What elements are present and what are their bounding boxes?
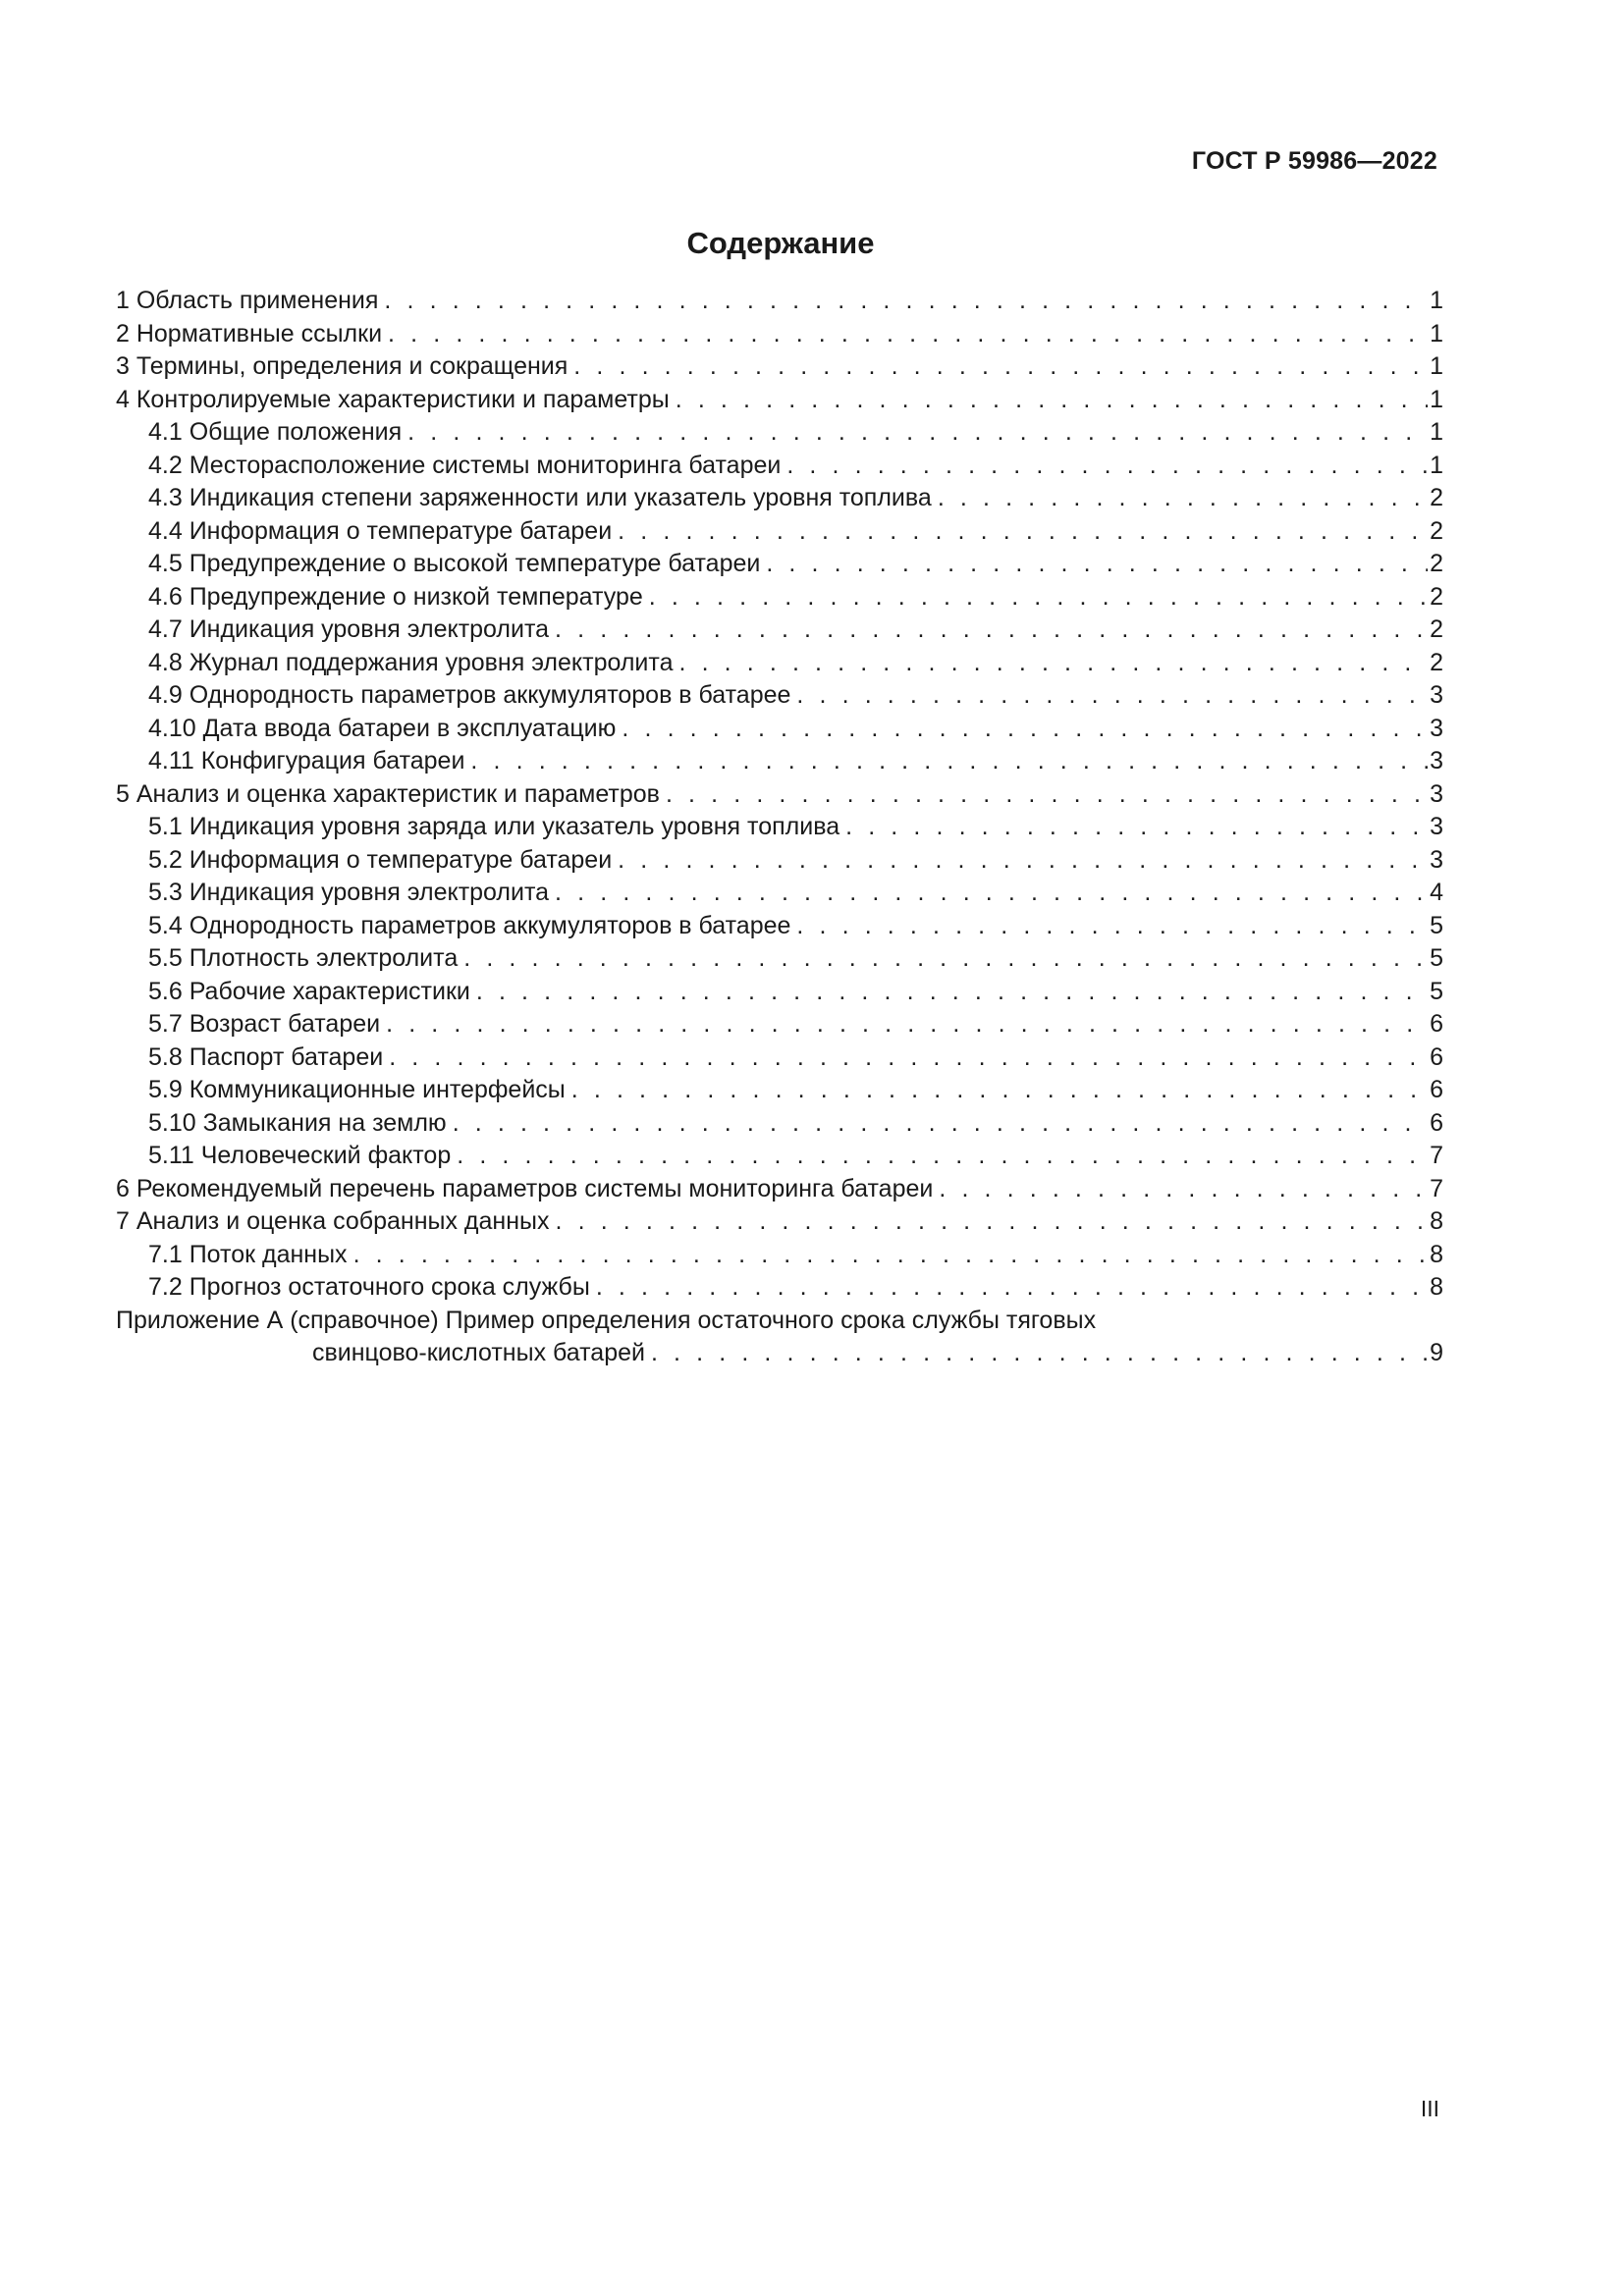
dot-leader: [555, 877, 1428, 910]
dot-leader: [388, 318, 1428, 351]
toc-entry-page: 2: [1430, 648, 1443, 676]
toc-entry[interactable]: [116, 844, 1443, 878]
dot-leader: [453, 1107, 1428, 1141]
toc-entry-page: 1: [1430, 418, 1443, 446]
dot-leader: [470, 745, 1428, 778]
dot-leader: [556, 1205, 1429, 1239]
dot-leader: [649, 581, 1428, 614]
toc-entry-page: 6: [1430, 1042, 1443, 1071]
toc-entry-page: 1: [1430, 319, 1443, 347]
toc-entry-label: 4.8 Журнал поддержания уровня электролита: [148, 648, 674, 676]
dot-leader: [571, 1074, 1428, 1107]
toc-entry-label: 4.6 Предупреждение о низкой температуре: [148, 582, 643, 611]
toc-entry-label: 4.10 Дата ввода батареи в эксплуатацию: [148, 714, 617, 742]
toc-entry[interactable]: [116, 285, 1443, 318]
toc-entry-label: 4.5 Предупреждение о высокой температуре батареи: [148, 550, 761, 577]
dot-leader: [573, 350, 1428, 384]
toc-entry-page: 8: [1430, 1240, 1443, 1268]
toc-entry-label: 7.1 Поток данных: [148, 1240, 348, 1268]
toc-entry[interactable]: [116, 778, 1443, 812]
toc-entry[interactable]: [116, 1205, 1443, 1239]
toc-entry-label: 1 Область применения: [116, 287, 379, 314]
toc-entry-page: 5: [1430, 977, 1443, 1005]
dot-leader: [766, 548, 1428, 581]
dot-leader: [389, 1041, 1428, 1075]
toc-entry[interactable]: [116, 745, 1443, 778]
toc-entry-label: 4.4 Информация о температуре батареи: [148, 516, 613, 545]
toc-entry-page: 7: [1430, 1142, 1443, 1169]
dot-leader: [618, 844, 1428, 878]
toc-entry[interactable]: [116, 713, 1443, 746]
dot-leader: [651, 1337, 1428, 1370]
dot-leader: [622, 713, 1428, 746]
toc-entry-page: 3: [1430, 681, 1443, 709]
toc-entry-page: 8: [1430, 1273, 1443, 1301]
toc-entry[interactable]: [116, 416, 1443, 450]
toc-entry-label: 4.1 Общие положения: [148, 418, 403, 446]
toc-entry-page: 2: [1430, 582, 1443, 611]
dot-leader: [457, 1140, 1428, 1173]
toc-entry[interactable]: [116, 350, 1443, 384]
dot-leader: [353, 1239, 1429, 1272]
dot-leader: [618, 515, 1428, 549]
toc-entry-label: 5.11 Человеческий фактор: [148, 1142, 452, 1169]
toc-entry-page: 6: [1430, 1108, 1443, 1137]
toc-entry[interactable]: [116, 647, 1443, 680]
toc-entry[interactable]: [116, 942, 1443, 976]
toc-entry[interactable]: [116, 581, 1443, 614]
dot-leader: [796, 679, 1428, 713]
toc-entry-label: 4.3 Индикация степени заряженности или указатель уровня топлива: [148, 484, 932, 511]
toc-entry[interactable]: [116, 1239, 1443, 1272]
toc-entry-label: 4.7 Индикация уровня электролита: [148, 615, 550, 643]
dot-leader: [678, 647, 1428, 680]
toc-entry-label: 4 Контролируемые характеристики и параметры: [116, 385, 670, 413]
toc-entry-label: 5.3 Индикация уровня электролита: [148, 879, 550, 906]
toc-entry-page: 3: [1430, 714, 1443, 742]
dot-leader: [463, 942, 1428, 976]
toc-entry-label: 5.2 Информация о температуре батареи: [148, 845, 613, 874]
toc-entry-page: 2: [1430, 615, 1443, 643]
toc-entry-page: 4: [1430, 879, 1443, 906]
toc-entry-page: 7: [1430, 1174, 1443, 1202]
toc-entry[interactable]: [116, 1173, 1443, 1206]
toc-entry-label: 5.4 Однородность параметров аккумуляторов в батарее: [148, 911, 791, 939]
toc-entry[interactable]: [116, 910, 1443, 943]
toc-entry-label: 4.11 Конфигурация батареи: [148, 747, 465, 774]
dot-leader: [476, 976, 1428, 1009]
toc-entry-label: 2 Нормативные ссылки: [116, 319, 383, 347]
toc-entry-label: 5.6 Рабочие характеристики: [148, 977, 470, 1005]
dot-leader: [384, 285, 1428, 318]
dot-leader: [407, 416, 1428, 450]
toc-appendix-page: 9: [1430, 1339, 1443, 1366]
toc-entry-label: 5.8 Паспорт батареи: [148, 1042, 384, 1071]
toc-entry-page: 3: [1430, 845, 1443, 874]
toc-entry-page: 1: [1430, 287, 1443, 314]
dot-leader: [938, 482, 1428, 515]
toc-entry[interactable]: [116, 877, 1443, 910]
toc-entry[interactable]: [116, 384, 1443, 417]
toc-entry-label: 7 Анализ и оценка собранных данных: [116, 1207, 550, 1235]
toc-entry-page: 8: [1430, 1207, 1443, 1235]
dot-leader: [796, 910, 1428, 943]
toc-entry[interactable]: [116, 548, 1443, 581]
document-code: ГОСТ Р 59986—2022: [1191, 147, 1437, 175]
toc-entry-label: 6 Рекомендуемый перечень параметров системы мониторинга батареи: [116, 1174, 934, 1202]
toc-appendix-entry[interactable]: [116, 1337, 1443, 1370]
toc-appendix-line1[interactable]: Приложение А (справочное) Пример определения остаточного срока службы тяговых: [116, 1306, 1097, 1334]
page-number: III: [1420, 2096, 1439, 2121]
toc-entry[interactable]: [116, 450, 1443, 483]
toc-entry-label: 3 Термины, определения и сокращения: [116, 352, 568, 380]
dot-leader: [555, 614, 1428, 647]
toc-entry[interactable]: [116, 679, 1443, 713]
dot-leader: [845, 811, 1428, 844]
toc-entry-label: 5.10 Замыкания на землю: [148, 1108, 447, 1137]
dot-leader: [786, 450, 1428, 483]
toc-entry[interactable]: [116, 1271, 1443, 1305]
toc-entry[interactable]: [116, 318, 1443, 351]
toc-entry-label: 5.9 Коммуникационные интерфейсы: [148, 1076, 566, 1103]
toc-entry-label: 4.2 Месторасположение системы мониторинга батареи: [148, 451, 782, 479]
toc-entry-page: 5: [1430, 944, 1443, 972]
toc-entry-page: 3: [1430, 747, 1443, 774]
toc-entry-page: 2: [1430, 550, 1443, 577]
toc-entry[interactable]: [116, 1140, 1443, 1173]
toc-title: Содержание: [686, 226, 875, 260]
toc-entry-page: 1: [1430, 385, 1443, 413]
toc-entry-label: 5.7 Возраст батареи: [148, 1010, 381, 1038]
toc-entry-label: 4.9 Однородность параметров аккумуляторов в батарее: [148, 681, 791, 709]
table-of-contents: [116, 285, 1443, 1370]
dot-leader: [596, 1271, 1428, 1305]
toc-entry[interactable]: [116, 1008, 1443, 1041]
toc-entry-page: 5: [1430, 911, 1443, 939]
toc-entry[interactable]: [116, 1107, 1443, 1141]
toc-entry-label: 7.2 Прогноз остаточного срока службы: [148, 1273, 590, 1301]
toc-entry-label: 5.1 Индикация уровня заряда или указатель уровня топлива: [148, 813, 840, 840]
toc-entry-label: 5 Анализ и оценка характеристик и параметров: [116, 779, 660, 808]
toc-entry-label: 5.5 Плотность электролита: [148, 944, 459, 972]
toc-entry-page: 6: [1430, 1010, 1443, 1038]
toc-entry-page: 3: [1430, 779, 1443, 808]
dot-leader: [666, 778, 1428, 812]
toc-entry-page: 2: [1430, 516, 1443, 545]
toc-entry-page: 1: [1430, 352, 1443, 380]
toc-entry-page: 3: [1430, 813, 1443, 840]
toc-entry[interactable]: [116, 482, 1443, 515]
toc-entry[interactable]: [116, 1041, 1443, 1075]
toc-entry[interactable]: [116, 515, 1443, 549]
toc-entry-page: 2: [1430, 484, 1443, 511]
toc-entry[interactable]: [116, 811, 1443, 844]
toc-entry[interactable]: [116, 614, 1443, 647]
dot-leader: [386, 1008, 1428, 1041]
toc-entry[interactable]: [116, 1074, 1443, 1107]
toc-entry-page: 6: [1430, 1076, 1443, 1103]
toc-entry-page: 1: [1430, 451, 1443, 479]
toc-appendix-line2: свинцово-кислотных батарей: [312, 1339, 645, 1366]
toc-entry[interactable]: [116, 976, 1443, 1009]
dot-leader: [939, 1173, 1428, 1206]
dot-leader: [676, 384, 1428, 417]
